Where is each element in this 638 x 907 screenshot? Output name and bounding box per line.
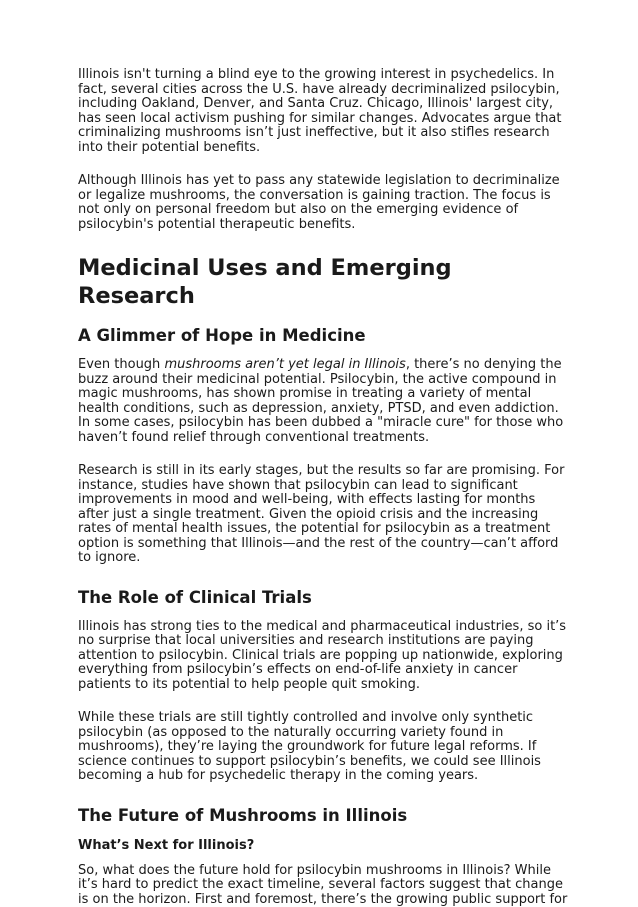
heading-medicinal-uses: Medicinal Uses and Emerging Research xyxy=(78,254,568,310)
paragraph-next-1: So, what does the future hold for psilocybin mushrooms in Illinois? While it’s hard to predict the exact timeline, several factors suggest that change is on the horizon. First and foremost, there’s the growing public support for xyxy=(78,864,568,907)
glimmer-emphasis: mushrooms aren’t yet legal in Illinois xyxy=(164,357,405,372)
heading-glimmer-of-hope: A Glimmer of Hope in Medicine xyxy=(78,326,568,346)
heading-clinical-trials: The Role of Clinical Trials xyxy=(78,588,568,608)
heading-future-mushrooms: The Future of Mushrooms in Illinois xyxy=(78,806,568,826)
paragraph-intro-1: Illinois isn't turning a blind eye to the growing interest in psychedelics. In fact, several cities across the U.S. have already decriminalized psilocybin, including Oakland, Denver, and Santa Cruz. Chicago, Illinois' largest city, has seen local activism pushing for similar changes. Advocates argue that criminalizing mushrooms isn’t just ineffective, but it also stifles research into their potential benefits. xyxy=(78,68,568,155)
paragraph-trials-1: Illinois has strong ties to the medical and pharmaceutical industries, so it’s no surprise that local universities and research institutions are paying attention to psilocybin. Clinical trials are popping up nationwide, exploring everything from psilocybin’s effects on end-of-life anxiety in cancer patients to its potential to help people quit smoking. xyxy=(78,620,568,693)
paragraph-glimmer-2: Research is still in its early stages, but the results so far are promising. For instance, studies have shown that psilocybin can lead to significant improvements in mood and well-being, with effects lasting for months after just a single treatment. Given the opioid crisis and the increasing rates of mental health issues, the potential for psilocybin as a treatment option is something that Illinois—and the rest of the country—can’t afford to ignore. xyxy=(78,464,568,566)
paragraph-glimmer-1 xyxy=(78,358,568,445)
glimmer-text-before: Even though xyxy=(78,357,164,372)
paragraph-trials-2: While these trials are still tightly controlled and involve only synthetic psilocybin (as opposed to the naturally occurring variety found in mushrooms), they’re laying the groundwork for future legal reforms. If science continues to support psilocybin’s benefits, we could see Illinois becoming a hub for psychedelic therapy in the coming years. xyxy=(78,711,568,784)
heading-whats-next: What’s Next for Illinois? xyxy=(78,838,568,854)
glimmer-text-after: , there’s no denying the buzz around their medicinal potential. Psilocybin, the active compound in magic mushrooms, has shown promise in treating a variety of mental health conditions, such as depression, anxiety, PTSD, and even addiction. In some cases, psilocybin has been dubbed a "miracle cure" for those who haven’t found relief through conventional treatments. xyxy=(78,357,563,445)
paragraph-intro-2: Although Illinois has yet to pass any statewide legislation to decriminalize or legalize mushrooms, the conversation is gaining traction. The focus is not only on personal freedom but also on the emerging evidence of psilocybin's potential therapeutic benefits. xyxy=(78,174,568,232)
